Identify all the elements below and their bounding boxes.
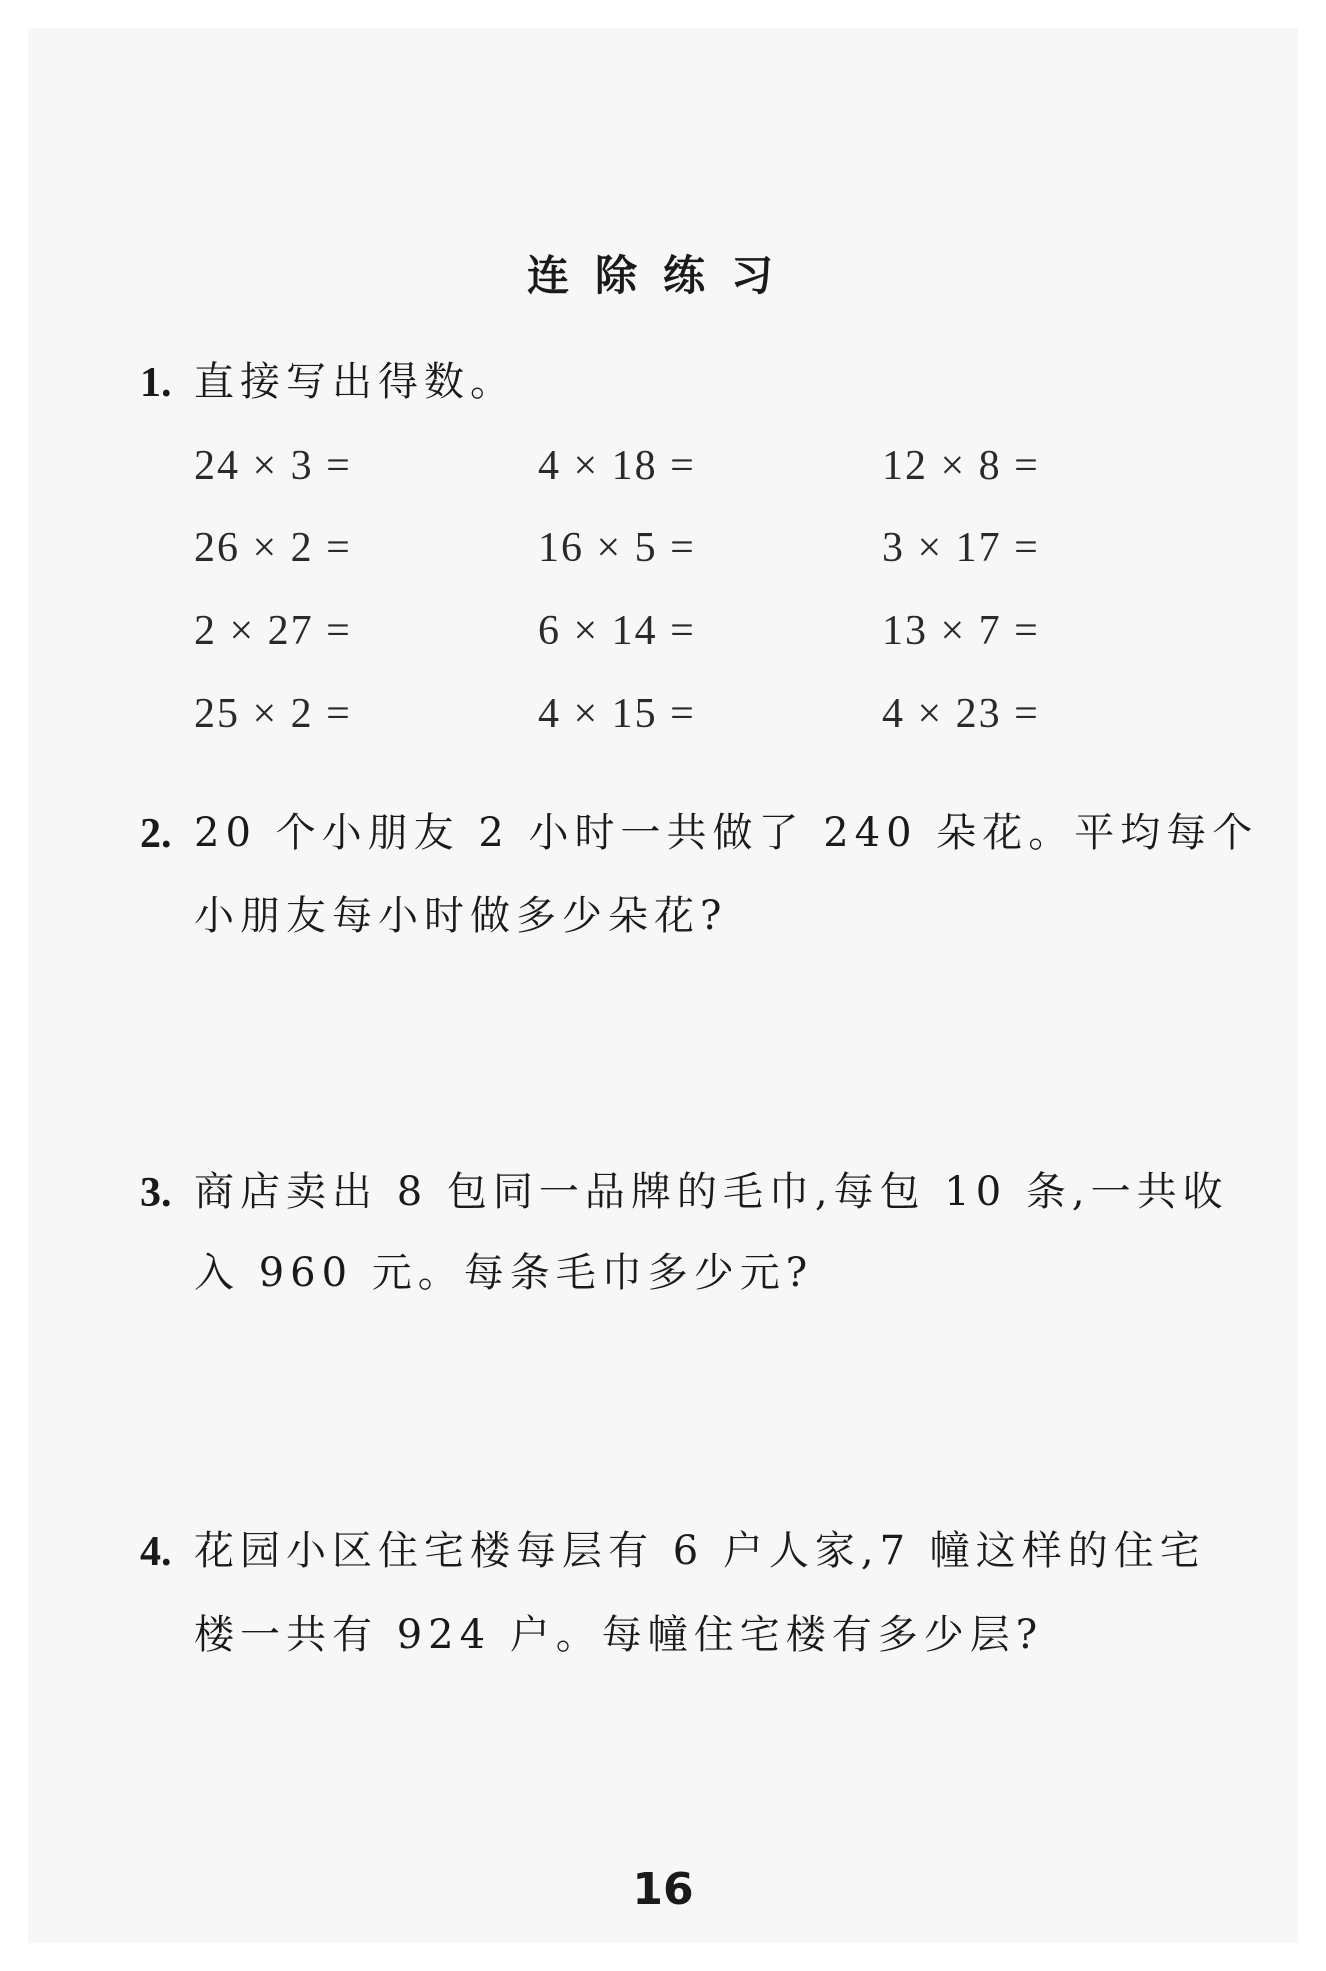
page-title: 连除练习 xyxy=(526,251,799,300)
question-1-text: 直接写出得数。 xyxy=(194,359,516,405)
calc-item: 16 × 5 = xyxy=(538,525,696,571)
page-number: 16 xyxy=(632,1864,694,1915)
question-3-line-1: 商店卖出 8 包同一品牌的毛巾,每包 10 条,一共收 xyxy=(194,1169,1229,1215)
calc-item: 25 × 2 = xyxy=(194,691,352,737)
question-3-line-2: 入 960 元。每条毛巾多少元? xyxy=(194,1250,814,1296)
question-2-line-2: 小朋友每小时做多少朵花? xyxy=(194,893,728,939)
question-2-number: 2. xyxy=(140,811,172,857)
calc-item: 6 × 14 = xyxy=(538,608,696,654)
question-3-number: 3. xyxy=(140,1170,172,1216)
calc-item: 2 × 27 = xyxy=(194,608,352,654)
calc-item: 4 × 23 = xyxy=(882,691,1040,737)
calc-item: 12 × 8 = xyxy=(882,443,1040,489)
calc-item: 3 × 17 = xyxy=(882,525,1040,571)
calc-item: 4 × 15 = xyxy=(538,691,696,737)
calc-item: 13 × 7 = xyxy=(882,608,1040,654)
question-1-number: 1. xyxy=(140,360,172,406)
question-2-line-1: 20 个小朋友 2 小时一共做了 240 朵花。平均每个 xyxy=(194,810,1259,856)
question-4-line-1: 花园小区住宅楼每层有 6 户人家,7 幢这样的住宅 xyxy=(194,1528,1206,1574)
question-4-number: 4. xyxy=(140,1529,172,1575)
question-4-line-2: 楼一共有 924 户。每幢住宅楼有多少层? xyxy=(194,1612,1044,1658)
calc-item: 24 × 3 = xyxy=(194,443,352,489)
calc-item: 4 × 18 = xyxy=(538,443,696,489)
calc-item: 26 × 2 = xyxy=(194,525,352,571)
